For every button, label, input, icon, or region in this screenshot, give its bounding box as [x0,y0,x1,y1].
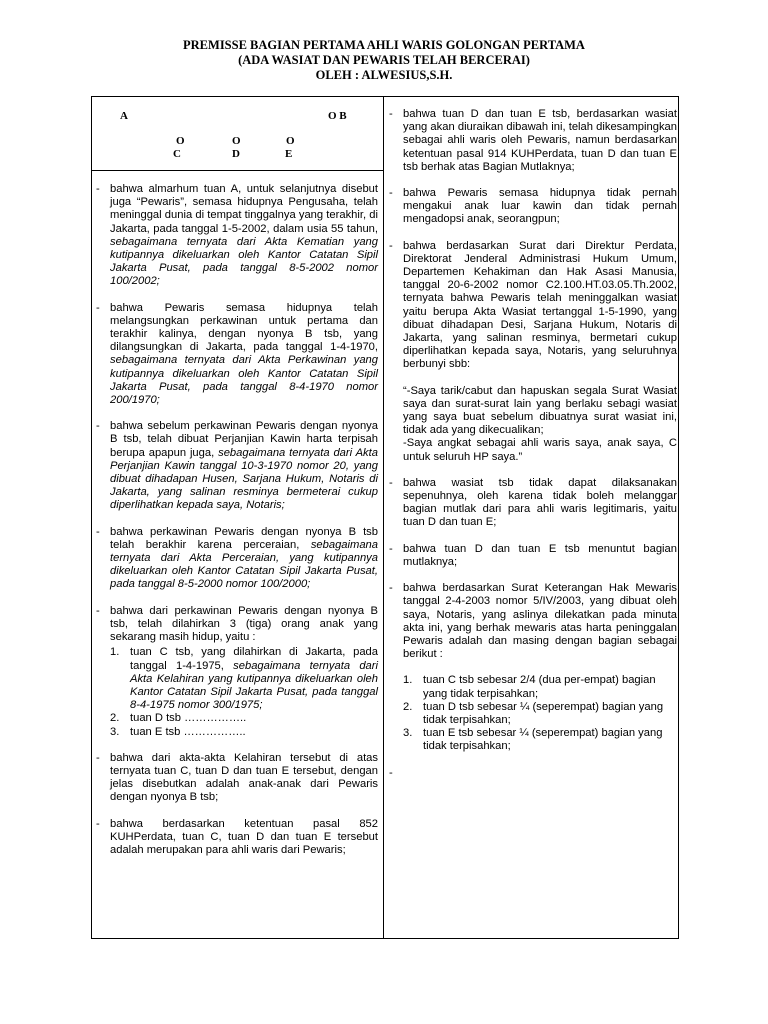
list-item: - bahwa Pewaris semasa hidupnya tidak pernah mengakui anak luar kawin dan tidak pernah mengadopsi anak, seorangpun; [389,187,677,226]
will-quote-2: -Saya angkat sebagai ahli waris saya, anak saya, C untuk seluruh HP saya.” [403,437,677,463]
share-item: 2. tuan D tsb sebesar ¼ (seperempat) bagian yang tidak terpisahkan; [403,700,664,726]
diagram-a: A [120,110,128,122]
diagram-o3: O [286,135,295,147]
diagram-o2: O [232,135,241,147]
diagram-d: D [232,148,240,160]
diagram-c: C [173,148,181,160]
will-quote-1: “-Saya tarik/cabut dan hapuskan segala Surat Wasiat saya dan surat-surat lain yang berlaku sebagi wasiat yang saya buat sebelum dibuatnya surat wasiat ini, tidak ada yang dikecualikan; [403,384,677,437]
child-item: 3. tuan E tsb …………….. [110,725,246,738]
children-list [96,646,378,738]
child-item: 1. tuan C tsb, yang dilahirkan di Jakarta, pada tanggal 1-4-1975, sebagaimana ternyata dari Akta Kelahiran yang kutipannya dikeluarkan oleh Kantor Catatan Sipil Jakarta Pusat, pada tanggal 8-4-1975 nomor 300/1975; [110,646,378,712]
list-item: - bahwa Pewaris semasa hidupnya telah melangsungkan perkawinan untuk pertama dan terakhir kalinya, dengan nyonya B tsb, yang dilangsungkan di Jakarta, pada tanggal 1-4-1970, sebagaimana ternyata dari Akta Perkawinan yang kutipannya dikeluarkan oleh Kantor Catatan Sipil Jakarta Pusat, pada tanggal 8-4-1970 nomor 200/1970; [96,301,378,407]
child-item: 2. tuan D tsb …………….. [110,712,247,725]
diagram-o-b: O B [328,110,347,122]
column-divider [383,96,384,939]
diagram-o1: O [176,135,185,147]
list-item: - bahwa berdasarkan ketentuan pasal 852 KUHPerdata, tuan C, tuan D dan tuan E tersebut adalah merupakan para ahli waris dari Pewaris; [96,817,378,856]
share-item: 3. tuan E tsb sebesar ¼ (seperempat) bagian yang tidak terpisahkan; [403,727,663,753]
list-item: - bahwa tuan D dan tuan E tsb menuntut bagian mutlaknya; [389,542,677,568]
share-item: 1. tuan C tsb sebesar 2/4 (dua per-empat) bagian yang tidak terpisahkan; [403,674,656,700]
list-item: - bahwa sebelum perkawinan Pewaris dengan nyonya B tsb, telah dibuat Perjanjian Kawin harta terpisah berupa apapun juga, sebagaimana ternyata dari Akta Perjanjian Kawin tanggal 10-3-1970 nomor 20, yang dibuat dihadapan Husen, Sarjana Hukum, Notaris di Jakarta, yang salinan resminya bermeterai cukup diperlihatkan kepada saya, Notaris; [96,420,378,512]
doc-title-line-2: (ADA WASIAT DAN PEWARIS TELAH BERCERAI) [238,53,530,67]
shares-list [389,674,677,753]
right-column: - bahwa tuan D dan tuan E tsb, berdasarkan wasiat yang akan diuraikan dibawah ini, telah dikesampingkan sebagai ahli waris oleh Pewaris, namun berdasarkan ketentuan pasal 914 KUHPerdata, tuan D dan tuan E tsb berhak atas Bagian Mutlaknya; - bahwa Pewaris semasa hidupnya tidak pernah mengakui anak luar kawin dan tidak pernah mengadopsi anak, seorangpun; - bahwa berdasarkan Surat dari Direktur Perdata, Direktorat Jenderal Administrasi Hukum Umum, Departemen Kehakiman dan Hak Asasi Manusia, tanggal 20-6-2002 nomor C2.100.HT.03.05.Th.2002, ternyata bahwa Pewaris telah meninggalkan wasiat yaitu berupa Akta Wasiat tertanggal 1-5-1990, yang dibuat dihadapan Desi, Sarjana Hukum, Notaris di Jakarta, yang salinan resminya, bermetari cukup diperlihatkan kepada saya, Notaris, yang seluruhnya berbunyi sbb: “-Saya tarik/cabut dan hapuskan segala Surat Wasiat saya dan surat-surat lain yang berlaku sebagi wasiat yang saya buat sebelum dibuatnya surat wasiat ini, tidak ada yang dikecualikan; -Saya angkat sebagai ahli waris saya, anak saya, C untuk seluruh HP saya.” - bahwa wasiat tsb tidak dapat dilaksanakan sepenuhnya, oleh karena tidak boleh melanggar bagian mutlak dari para ahli waris legitimaris, yaitu tuan D dan tuan E; - bahwa tuan D dan tuan E tsb menuntut bagian mutlaknya; - bahwa berdasarkan Surat Keterangan Hak Mewaris tanggal 2-4-2003 nomor 5/IV/2003, yang dibuat oleh saya, Notaris, yang aslinya dilekatkan pada minuta akta ini, yang berhak mewaris atas harta peninggalan Pewaris adalah dan masing dengan bagian sebagai berikut : 1. tuan C tsb sebesar 2/4 (dua per-empat) bagian yang tidak terpisahkan; 2. tuan D tsb sebesar ¼ (seperempat) bagian yang tidak terpisahkan; 3. tuan E tsb sebesar ¼ (seperempat) bagian yang tidak terpisahkan; - [389,108,677,779]
list-item: - bahwa tuan D dan tuan E tsb, berdasarkan wasiat yang akan diuraikan dibawah ini, telah dikesampingkan sebagai ahli waris oleh Pewaris, namun berdasarkan ketentuan pasal 914 KUHPerdata, tuan D dan tuan E tsb berhak atas Bagian Mutlaknya; [389,108,677,173]
list-item: - bahwa dari akta-akta Kelahiran tersebut di atas ternyata tuan C, tuan D dan tuan E tersebut, dengan jelas disebutkan adalah anak-anak dari Pewaris dengan nyonya B tsb; [96,751,378,804]
diagram-e: E [285,148,293,160]
left-column [96,183,378,870]
list-item: - bahwa wasiat tsb tidak dapat dilaksanakan sepenuhnya, oleh karena tidak boleh melanggar bagian mutlak dari para ahli waris legitimaris, yaitu tuan D dan tuan E; [389,476,677,529]
diagram-divider [91,170,384,171]
doc-title-line-1: PREMISSE BAGIAN PERTAMA AHLI WARIS GOLONGAN PERTAMA [183,38,585,52]
will-quote [389,385,677,464]
list-item: - bahwa perkawinan Pewaris dengan nyonya B tsb telah berakhir karena perceraian, sebagaimana ternyata dari Akta Perceraian, yang kutipannya dikeluarkan oleh Kantor Catatan Sipil Jakarta Pusat, pada tanggal 8-5-2000 nomor 100/2000; [96,525,378,591]
list-item: - bahwa berdasarkan Surat dari Direktur Perdata, Direktorat Jenderal Administrasi Hukum Umum, Departemen Kehakiman dan Hak Asasi Manusia, tanggal 20-6-2002 nomor C2.100.HT.03.05.Th.2002, ternyata bahwa Pewaris telah meninggalkan wasiat yaitu berupa Akta Wasiat tertanggal 1-5-1990, yang dibuat dihadapan Desi, Sarjana Hukum, Notaris di Jakarta, yang salinan resminya, bermetari cukup diperlihatkan kepada saya, Notaris, yang seluruhnya berbunyi sbb: [389,239,677,371]
doc-title-line-3: OLEH : ALWESIUS,S.H. [315,68,453,82]
list-item: - bahwa berdasarkan Surat Keterangan Hak Mewaris tanggal 2-4-2003 nomor 5/IV/2003, yang dibuat oleh saya, Notaris, yang aslinya dilekatkan pada minuta akta ini, yang berhak mewaris atas harta peninggalan Pewaris adalah dan masing dengan bagian sebagai berikut : [389,582,677,661]
list-item: - bahwa almarhum tuan A, untuk selanjutnya disebut juga “Pewaris”, semasa hidupnya Pengusaha, telah meninggal dunia di tempat tinggalnya yang terakhir, di Jakarta, pada tanggal 1-5-2002, dalam usia 55 tahun, sebagaimana ternyata dari Akta Kematian yang kutipannya dikeluarkan oleh Kantor Catatan Sipil Jakarta Pusat, pada tanggal 8-5-2002 nomor 100/2002; [96,183,378,288]
list-item: - bahwa dari perkawinan Pewaris dengan nyonya B tsb, telah dilahirkan 3 (tiga) orang anak yang sekarang masih hidup, yaitu : [96,604,378,644]
